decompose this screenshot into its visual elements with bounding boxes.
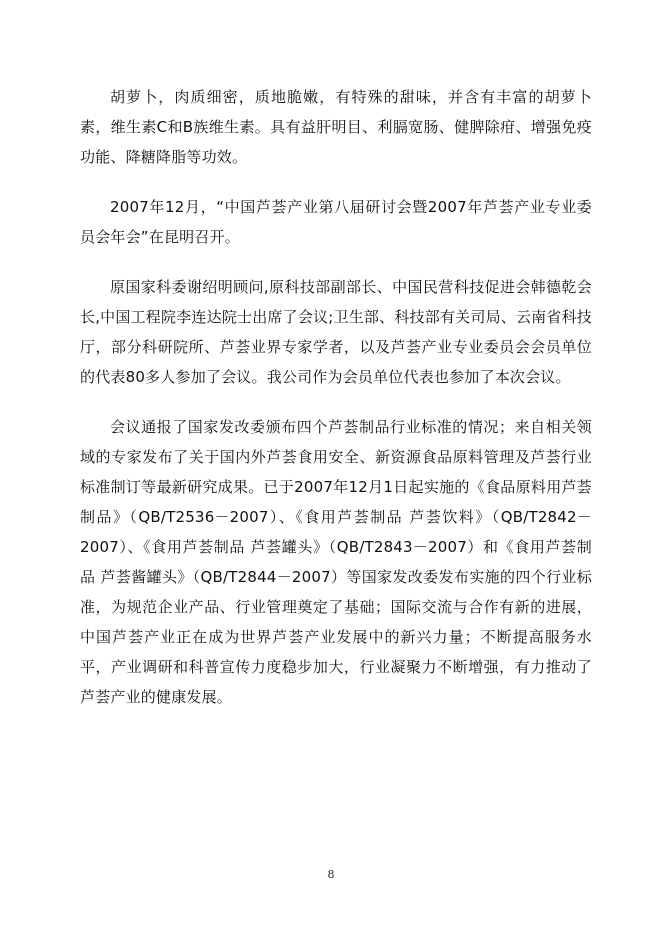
paragraph-industry-standards: 会议通报了国家发改委颁布四个芦荟制品行业标准的情况；来自相关领域的专家发布了关于国内外芦荟食用安全、新资源食品原料管理及芦荟行业标准制订等最新研究成果。已于2007年12月1日起实施的《食品原料用芦荟制品》（QB/T2536－2007）、《食用芦荟制品 芦荟饮料》（QB/T2842－2007）、《食用芦荟制品 芦荟罐头》（QB/T2843－2007）和《食用芦荟制品 芦荟酱罐头》（QB/T2844－2007）等国家发改委发布实施的四个行业标准，为规范企业产品、行业管理奠定了基础；国际交流与合作有新的进展，中国芦荟产业正在成为世界芦荟产业发展中的新兴力量；不断提高服务水平，产业调研和科普宣传力度稳步加大，行业凝聚力不断增强，有力推动了芦荟产业的健康发展。 [80,418,592,706]
page-number: 8 [327,868,335,881]
paragraph-meeting-announcement: 2007年12月，“中国芦荟产业第八届研讨会暨2007年芦荟产业专业委员会年会”在昆明召开。 [80,198,592,246]
body-text [80,82,592,732]
paragraph-carrot: 胡萝卜，肉质细密，质地脆嫩，有特殊的甜味，并含有丰富的胡萝卜素，维生素C和B族维生素。具有益肝明目、利膈宽肠、健脾除疳、增强免疫功能、降糖降脂等功效。 [80,88,592,166]
paragraph-attendees: 原国家科委谢绍明顾问,原科技部副部长、中国民营科技促进会韩德乾会长,中国工程院李连达院士出席了会议;卫生部、科技部有关司局、云南省科技厅，部分科研院所、芦荟业界专家学者，以及芦荟产业专业委员会会员单位的代表80多人参加了会议。我公司作为会员单位代表也参加了本次会议。 [80,278,592,386]
